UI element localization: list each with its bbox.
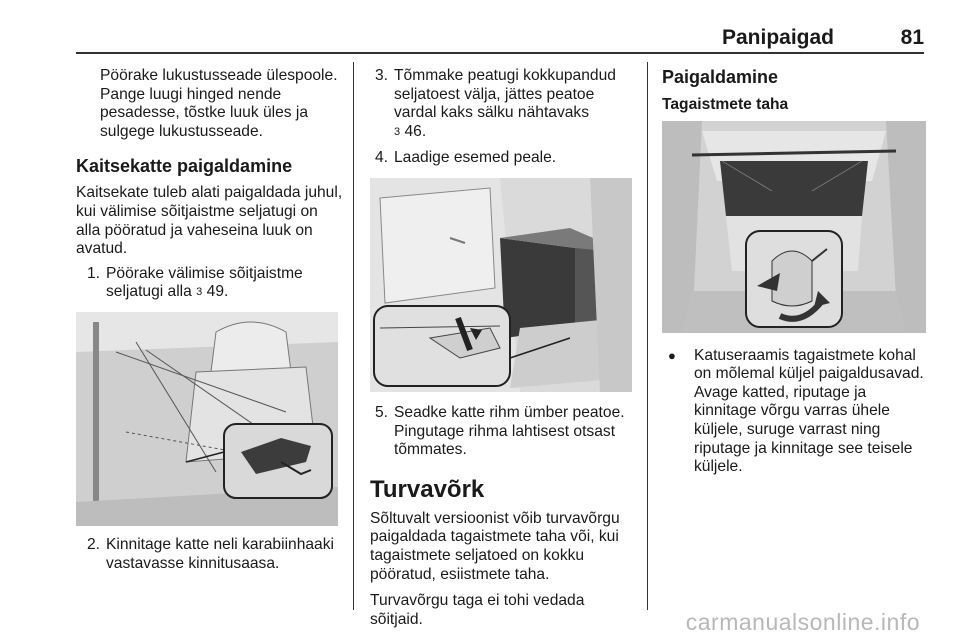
step-4-text: Laadige esemed peale.	[394, 149, 557, 167]
subheading-behind-rear-seats: Tagaistmete taha	[662, 96, 789, 113]
step-3-number: 3.	[374, 67, 388, 84]
bullet-marker: ●	[668, 347, 676, 363]
watermark: carmanualsonline.info	[685, 609, 920, 635]
step-1	[76, 265, 344, 302]
page-header-title: Panipaigad	[721, 26, 834, 49]
section-heading-cover: Kaitsekatte paigaldamine	[76, 156, 293, 177]
section-heading-installation: Paigaldamine	[662, 67, 779, 87]
reference-arrow-icon: 3	[394, 125, 401, 138]
figure-safety-net	[662, 121, 926, 333]
step-5-text: Seadke katte rihm ümber peatoe. Pingutage rihma lahtisest otsast tõmmates.	[394, 403, 625, 459]
column-divider-2	[647, 62, 648, 610]
cover-installation-illustration	[76, 312, 338, 526]
step-4-number: 4.	[374, 149, 388, 167]
step-2-number: 2.	[86, 535, 100, 553]
column-3	[662, 62, 928, 477]
bullet-text: Katuseraamis tagaistmete kohal on mõlemal küljel paigaldusavad. Avage katted, riputage ja kinnitage võrgu varras ühele küljele, suruge varrast ning riputage ja kinnitage see teisele küljele.	[694, 346, 924, 476]
reference-arrow-icon: 3	[196, 286, 203, 299]
step-4	[370, 149, 638, 168]
continued-step-text: Pöörake lukustusseade ülespoole. Pange luugi hinged nende pesadesse, tõstke luuk üles ja sulgege lukustusseade.	[100, 67, 338, 140]
figure-cover-installation	[76, 312, 338, 526]
step-5-number: 5.	[374, 403, 388, 421]
header-rule	[76, 52, 924, 54]
step-3	[370, 67, 638, 141]
figure-cargo-headrest	[370, 178, 632, 392]
section-heading-safety-net: Turvavõrk	[370, 475, 485, 503]
cargo-headrest-illustration	[370, 178, 632, 392]
step-3-text: Tõmmake peatugi kokkupandud seljatoest välja, jättes peatoe vardal kaks sälku nähtavaks	[394, 67, 616, 122]
page-number: 81	[900, 26, 924, 49]
step-3-page-ref: 46.	[404, 122, 427, 140]
step-1-text: Pöörake välimise sõitjaistme seljatugi alla	[106, 264, 303, 301]
safety-net-para-2: Turvavõrgu taga ei tohi vedada sõitjaid.	[370, 592, 585, 628]
step-2-text: Kinnitage katte neli karabiinhaaki vastavasse kinnitusaasa.	[106, 535, 334, 572]
column-2	[370, 62, 638, 629]
bullet-item	[662, 347, 928, 477]
cover-intro: Kaitsekate tuleb alati paigaldada juhul, kui välimise sõitjaistme seljatugi on alla pööratud ja vaheseina luuk on avatud.	[76, 184, 343, 258]
safety-net-para-1: Sõltuvalt versioonist võib turvavõrgu paigaldada tagaistmete taha või, kui tagaistmete seljatoed on kokku pööratud, esiistmete taha.	[370, 509, 620, 583]
safety-net-illustration	[662, 121, 926, 333]
step-1-number: 1.	[86, 264, 100, 282]
column-1	[76, 62, 344, 573]
step-5	[370, 404, 638, 460]
step-2	[76, 536, 344, 573]
column-divider-1	[353, 62, 354, 610]
step-1-page-ref: 49.	[206, 283, 229, 301]
